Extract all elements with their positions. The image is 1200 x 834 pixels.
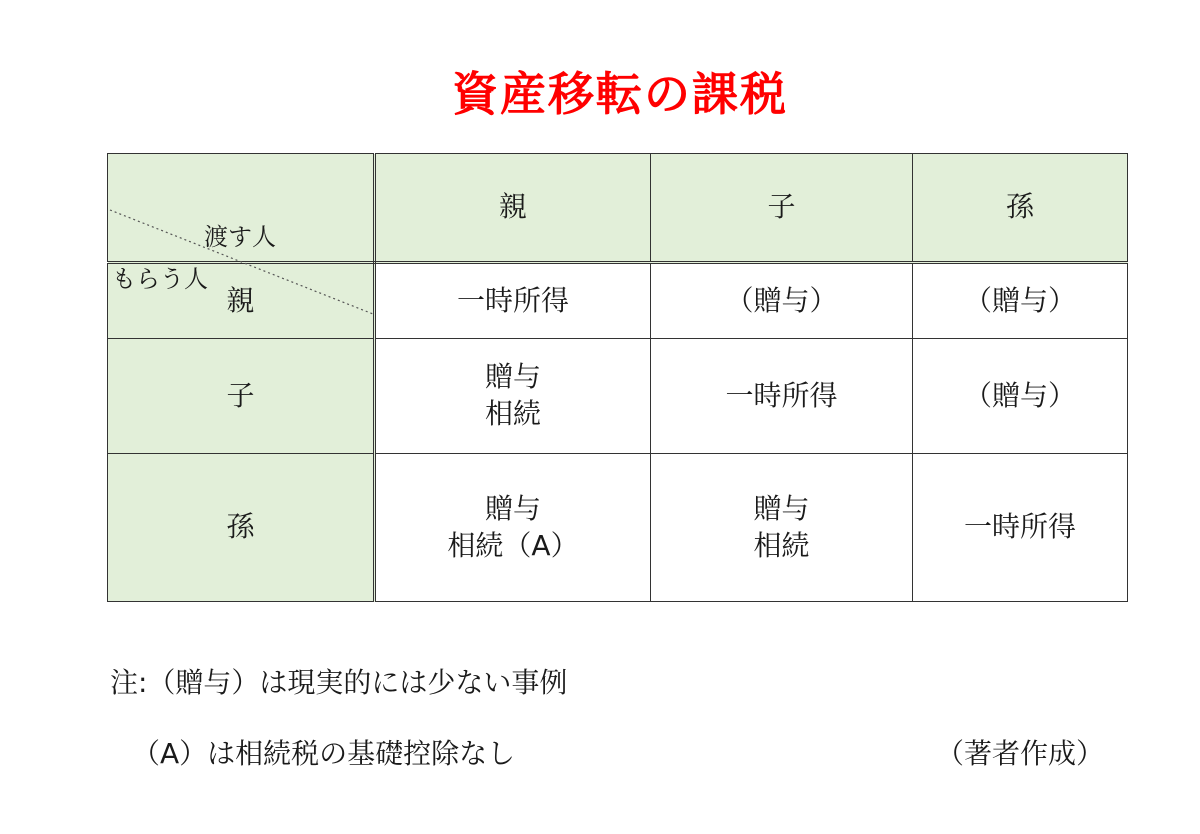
cell-line: 相続 [484, 397, 541, 430]
table-cell [651, 454, 913, 602]
cell-line: 贈与 [484, 491, 541, 525]
column-header-grandchild: 孫 [913, 154, 1128, 263]
table-row [108, 339, 1128, 454]
cell-line: 一時所得 [456, 283, 569, 317]
cell-line: 贈与 [484, 360, 541, 394]
cell-line: 相続（A） [447, 528, 579, 562]
row-header-grandchild: 孫 [108, 454, 375, 602]
table-cell [375, 454, 651, 602]
table-header-row [108, 154, 1128, 263]
table-cell [913, 263, 1128, 339]
cell-line: 贈与 [753, 491, 810, 525]
page-title: 資産移転の課税 [452, 67, 788, 121]
table-cell [651, 339, 913, 454]
cell-line: （贈与） [963, 283, 1076, 317]
corner-cell [108, 154, 375, 293]
table-cell [375, 339, 651, 454]
column-header-parent: 親 [375, 154, 651, 263]
cell-line: 相続 [753, 528, 810, 562]
table-cell [913, 339, 1128, 454]
cell-line: 一時所得 [725, 378, 838, 412]
giver-label: 渡す人 [204, 222, 276, 251]
cell-line: 一時所得 [963, 510, 1076, 544]
row-header-parent: 親 [108, 263, 375, 339]
table-cell [913, 454, 1128, 602]
table-row [108, 454, 1128, 602]
column-header-child: 子 [651, 154, 913, 263]
note-gift-rare: 注:（贈与）は現実的には少ない事例 [110, 666, 568, 699]
table-cell [651, 263, 913, 339]
note-no-basic-deduction: （A）は相続税の基礎控除なし [132, 737, 516, 770]
author-credit: （著者作成） [935, 737, 1104, 770]
cell-line: （贈与） [725, 283, 838, 317]
cell-line: （贈与） [963, 378, 1076, 412]
table-cell [375, 263, 651, 339]
tax-table [107, 153, 1128, 602]
row-header-child: 子 [108, 339, 375, 454]
receiver-label: もらう人 [112, 264, 208, 293]
